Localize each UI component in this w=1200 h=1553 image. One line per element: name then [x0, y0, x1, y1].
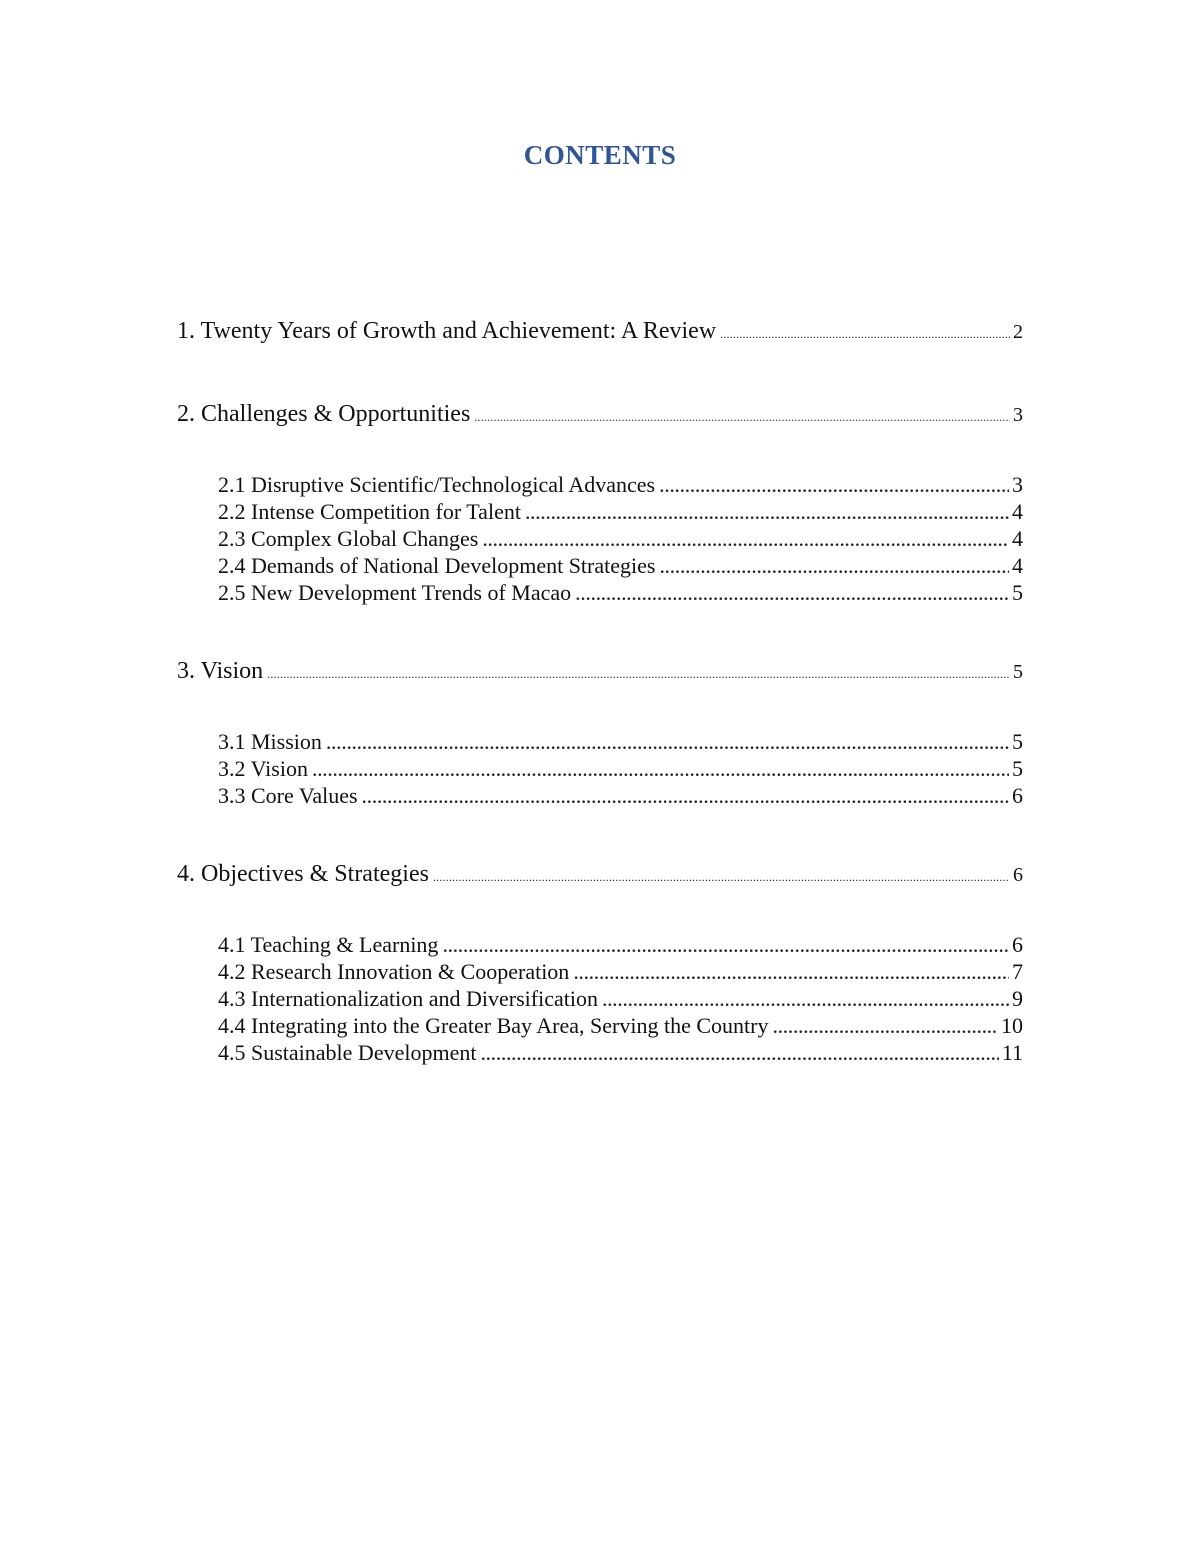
toc-entry-page: 4: [1012, 553, 1023, 578]
toc-entry-3-1[interactable]: [218, 729, 1023, 757]
dot-leader: [525, 499, 1009, 525]
toc-entry-4-5[interactable]: [218, 1040, 1023, 1068]
toc-entry-2-1[interactable]: [218, 472, 1023, 500]
toc-entry-number: 2.4: [218, 553, 246, 578]
toc-entry-page: 5: [1013, 661, 1023, 683]
toc-entry-3-2[interactable]: [218, 756, 1023, 784]
toc-entry-text: Core Values: [251, 783, 358, 808]
toc-entry-number: 3.: [177, 658, 195, 684]
toc-entry-number: 3.3: [218, 783, 246, 808]
dot-leader: [659, 553, 1009, 579]
toc-entry-page: 2: [1013, 321, 1023, 343]
toc-entry-page: 9: [1012, 986, 1023, 1011]
toc-entry-label: [177, 658, 263, 685]
toc-entry-number: 4.: [177, 861, 195, 887]
toc-entry-text: Teaching & Learning: [250, 932, 439, 957]
toc-entry-number: 1.: [177, 318, 195, 344]
dot-leader: [659, 472, 1009, 498]
toc-entry-page: 5: [1012, 580, 1023, 605]
toc-entry-text: Complex Global Changes: [251, 526, 479, 551]
toc-entry-text: Challenges & Opportunities: [201, 401, 471, 427]
toc-entry-page: 3: [1013, 404, 1023, 426]
dot-leader: [433, 870, 1010, 885]
dot-leader: [772, 1013, 998, 1039]
dot-leader: [474, 410, 1010, 425]
toc-entry-label: [177, 861, 429, 888]
toc-entry-page: 10: [1001, 1013, 1023, 1038]
dot-leader: [480, 1040, 998, 1066]
toc-entry-number: 4.4: [218, 1013, 246, 1038]
toc-entry-number: 2.5: [218, 580, 246, 605]
toc-entry-4[interactable]: [177, 861, 1023, 893]
toc-entry-page: 4: [1012, 526, 1023, 551]
toc-entry-text: Objectives & Strategies: [201, 861, 429, 887]
toc-entry-4-1[interactable]: [218, 932, 1023, 960]
toc-entry-text: Intense Competition for Talent: [251, 499, 521, 524]
toc-entry-number: 2.1: [218, 472, 246, 497]
dot-leader: [602, 986, 1009, 1012]
toc-entry-page: 4: [1012, 499, 1023, 524]
toc-entry-label: [218, 932, 438, 958]
toc-entry-text: New Development Trends of Macao: [251, 580, 572, 605]
toc-entry-label: [218, 580, 571, 606]
toc-entry-number: 2.2: [218, 499, 246, 524]
toc-entry-number: 3.2: [218, 756, 246, 781]
toc-entry-4-4[interactable]: [218, 1013, 1023, 1041]
toc-entry-page: 6: [1012, 932, 1023, 957]
toc-entry-label: [218, 526, 478, 552]
toc-entry-text: Integrating into the Greater Bay Area, Serving the Country: [251, 1013, 769, 1038]
toc-entry-page: 6: [1013, 864, 1023, 886]
toc-entry-text: Sustainable Development: [251, 1040, 477, 1065]
toc-entry-text: Disruptive Scientific/Technological Advances: [251, 472, 656, 497]
toc-entry-3-3[interactable]: [218, 783, 1023, 811]
toc-entry-1[interactable]: [177, 318, 1023, 350]
toc-entry-number: 4.2: [218, 959, 246, 984]
toc-entry-label: [218, 783, 358, 809]
toc-entry-page: 5: [1012, 729, 1023, 754]
toc-entry-label: [218, 756, 308, 782]
toc-entry-label: [218, 1013, 768, 1039]
toc-entry-4-2[interactable]: [218, 959, 1023, 987]
toc-entry-2-2[interactable]: [218, 499, 1023, 527]
toc-entry-4-3[interactable]: [218, 986, 1023, 1014]
toc-entry-2-4[interactable]: [218, 553, 1023, 581]
dot-leader: [573, 959, 1009, 985]
dot-leader: [575, 580, 1009, 606]
toc-entry-label: [218, 553, 655, 579]
toc-entry-number: 4.1: [218, 932, 246, 957]
toc-entry-text: Vision: [250, 756, 308, 781]
toc-entry-text: Twenty Years of Growth and Achievement: A Review: [200, 318, 717, 344]
dot-leader: [442, 932, 1009, 958]
toc-entry-page: 5: [1012, 756, 1023, 781]
toc-entry-page: 7: [1012, 959, 1023, 984]
toc-entry-text: Research Innovation & Cooperation: [251, 959, 570, 984]
toc-entry-label: [218, 472, 655, 498]
toc-entry-label: [218, 986, 598, 1012]
toc-entry-page: 3: [1012, 472, 1023, 497]
toc-entry-2[interactable]: [177, 401, 1023, 433]
toc-entry-number: 2.: [177, 401, 195, 427]
dot-leader: [362, 783, 1009, 809]
dot-leader: [312, 756, 1009, 782]
toc-entry-page: 11: [1001, 1040, 1023, 1065]
toc-entry-label: [218, 729, 322, 755]
toc-entry-3[interactable]: [177, 658, 1023, 690]
dot-leader: [482, 526, 1009, 552]
dot-leader: [267, 667, 1010, 682]
dot-leader: [326, 729, 1009, 755]
page-title: CONTENTS: [523, 140, 677, 170]
toc-entry-page: 6: [1012, 783, 1023, 808]
toc-entry-number: 3.1: [218, 729, 246, 754]
toc-entry-2-5[interactable]: [218, 580, 1023, 608]
toc-entry-label: [218, 499, 521, 525]
dot-leader: [720, 327, 1010, 342]
toc-entry-text: Mission: [251, 729, 322, 754]
toc-entry-label: [177, 318, 716, 345]
toc-entry-number: 2.3: [218, 526, 246, 551]
toc-entry-text: Demands of National Development Strategies: [251, 553, 656, 578]
toc-entry-text: Internationalization and Diversification: [251, 986, 598, 1011]
toc-entry-number: 4.3: [218, 986, 246, 1011]
toc-entry-2-3[interactable]: [218, 526, 1023, 554]
toc-entry-label: [218, 1040, 476, 1066]
toc-entry-label: [177, 401, 470, 428]
toc-entry-text: Vision: [200, 658, 264, 684]
toc-entry-label: [218, 959, 569, 985]
toc-entry-number: 4.5: [218, 1040, 246, 1065]
